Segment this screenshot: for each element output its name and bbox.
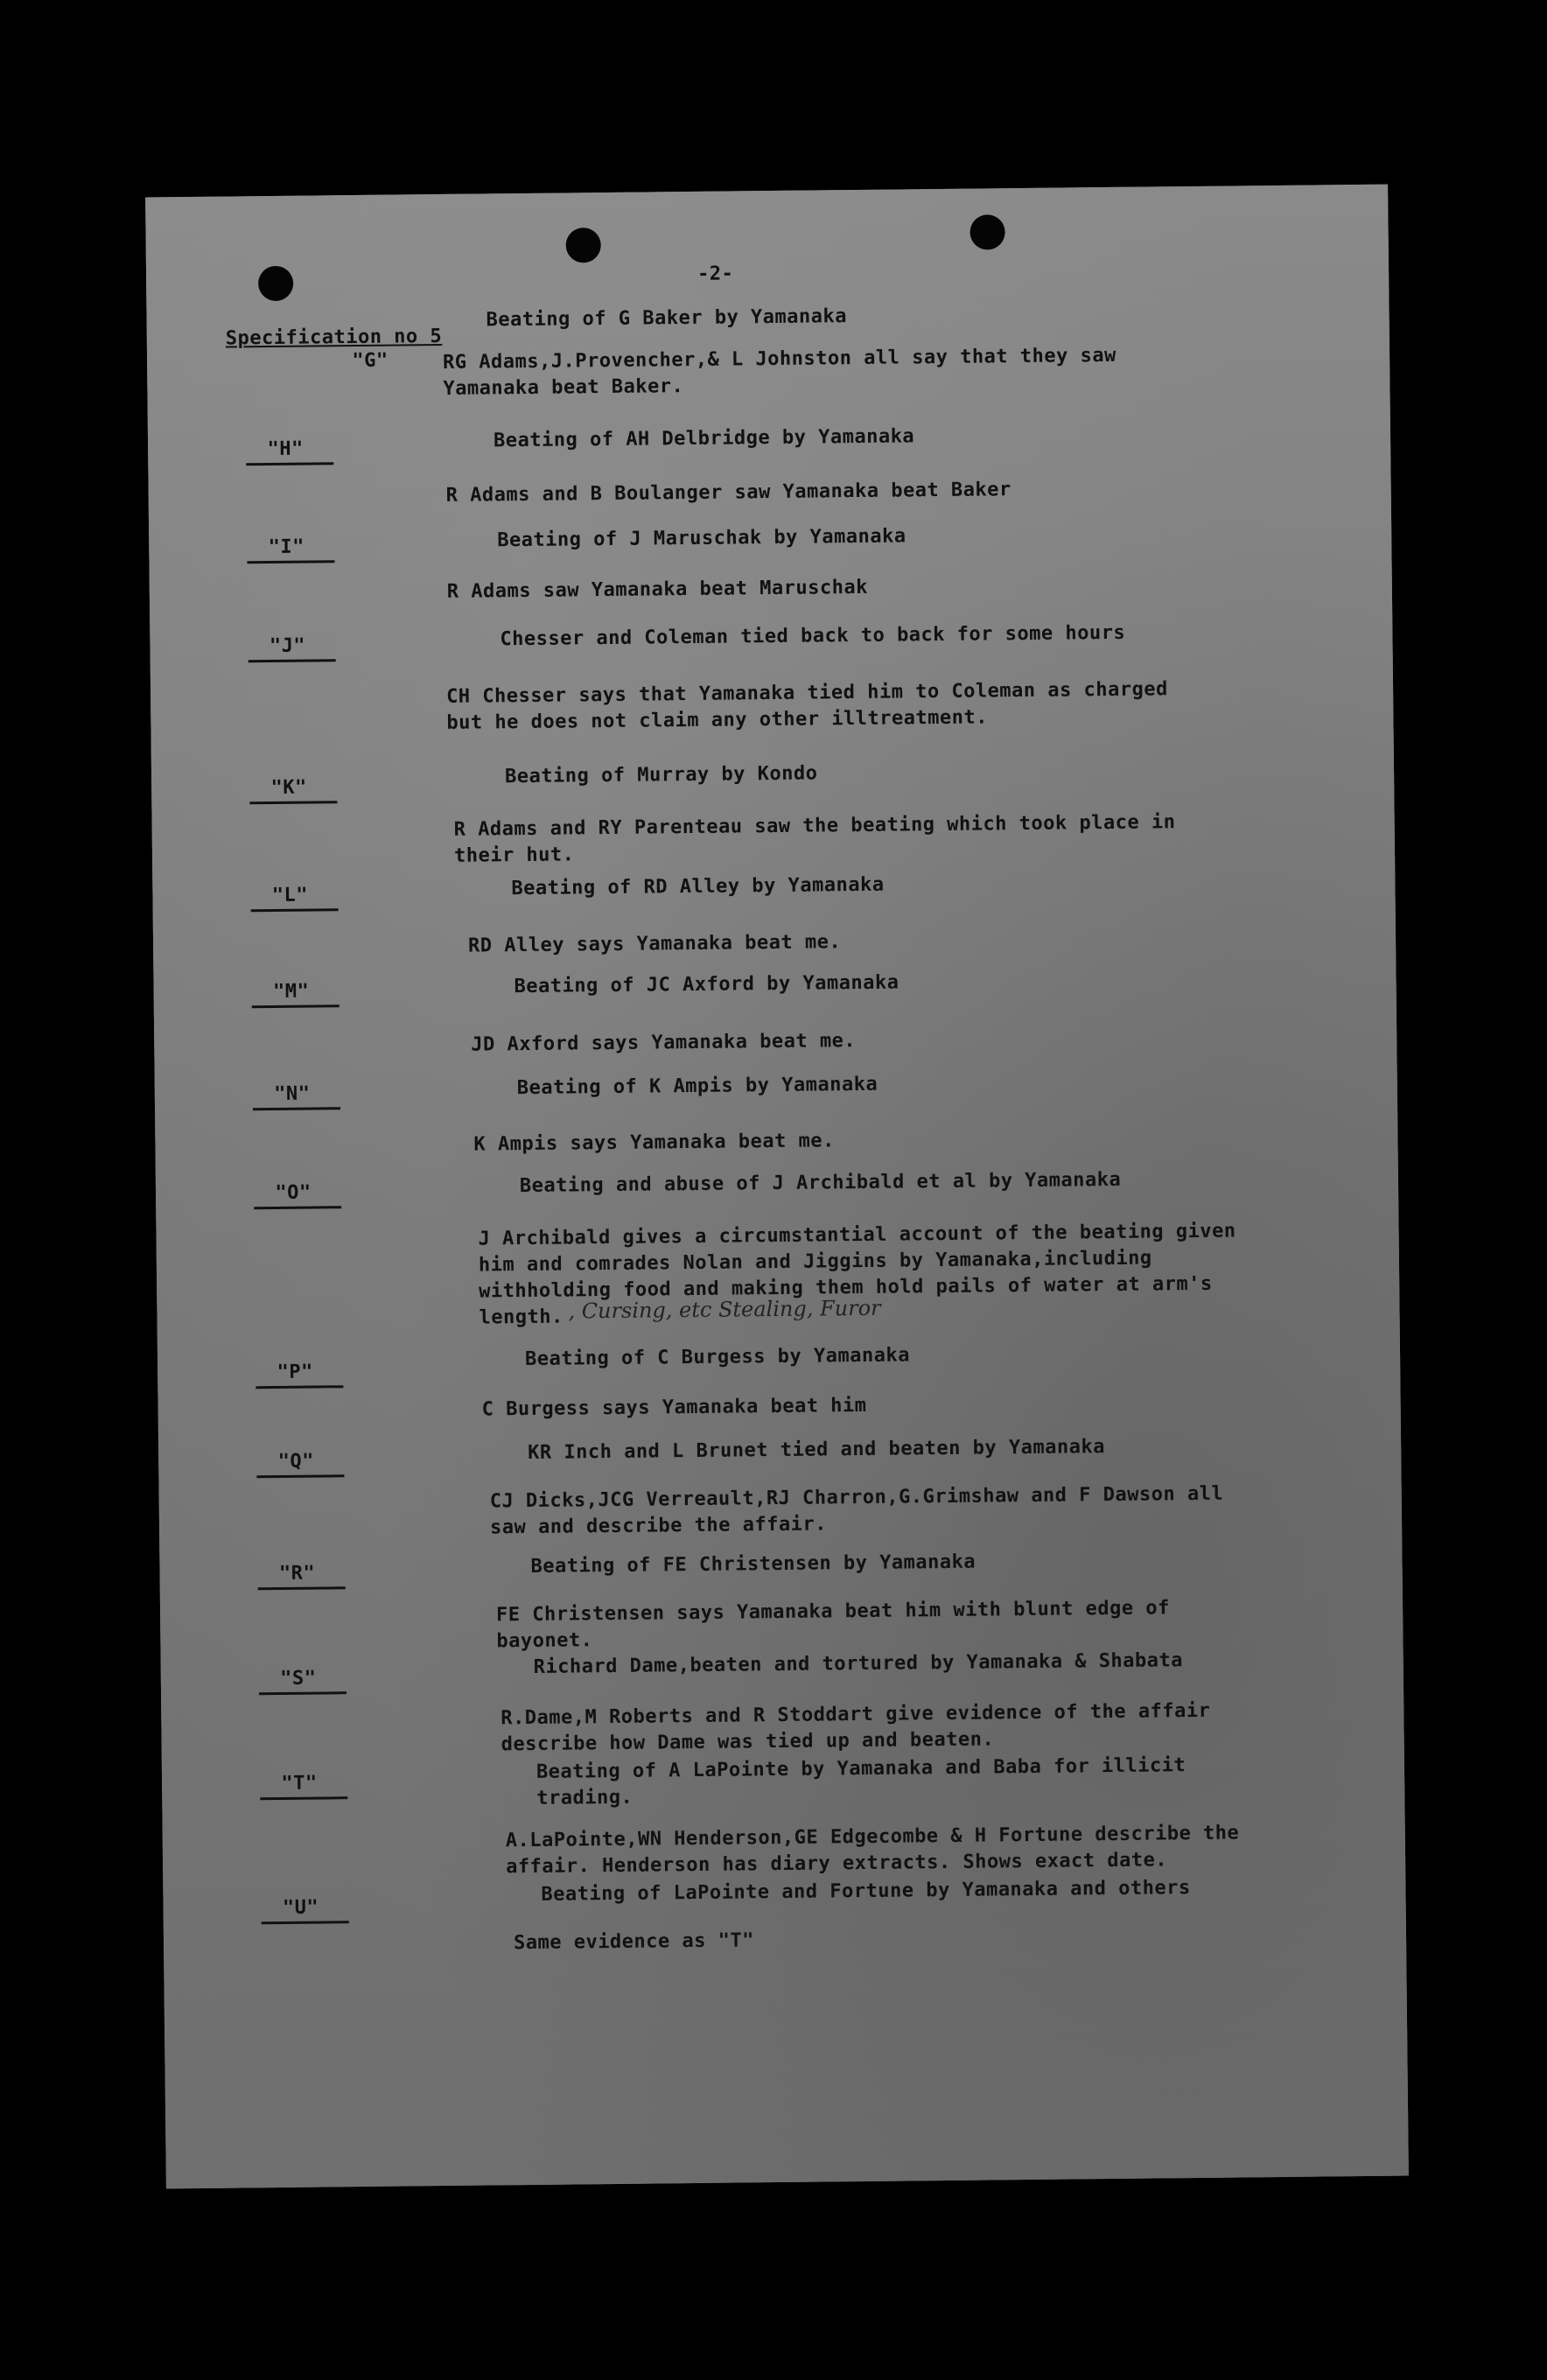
entry-label: "M" [272,980,310,1004]
entry-body: RD Alley says Yamanaka beat me. [467,931,842,957]
entry-label: "P" [276,1361,313,1383]
entry-label: "T" [281,1772,318,1795]
entry-title: Beating of LaPointe and Fortune by Yamanaka and others [541,1877,1191,1906]
label-rule [248,659,336,662]
entry-title: Beating of RD Alley by Yamanaka [511,873,885,900]
entry-title: Beating of G Baker by Yamanaka [486,305,848,332]
label-rule [260,1796,347,1800]
entry-label: "J" [269,634,306,658]
label-rule [253,1107,340,1110]
entry-label: "O" [275,1181,312,1205]
entry-label: "K" [270,776,307,800]
entry-title: Beating and abuse of J Archibald et al by Yamanaka [519,1168,1122,1198]
label-rule [246,462,333,466]
entry-title: Beating of AH Delbridge by Yamanaka [493,425,915,452]
entry-body: CJ Dicks,JCG Verreault,RJ Charron,G.Grimshaw and F Dawson all saw and describe the affair. [489,1482,1224,1539]
entry-body: JD Axford says Yamanaka beat me. [471,1030,857,1056]
handwritten-annotation: , Cursing, etc Stealing, Furor [568,1295,881,1324]
label-rule [252,1004,340,1008]
entry-title: Beating of A LaPointe by Yamanaka and Baba for illicit trading. [536,1754,1186,1810]
entry-body: FE Christensen says Yamanaka beat him with blunt edge of bayonet. [495,1597,1170,1653]
entry-label: "I" [268,536,305,559]
punch-hole-left [258,266,293,301]
entry-body: R Adams and RY Parenteau saw the beating which took place in their hut. [453,811,1176,867]
entry-title: Beating of FE Christensen by Yamanaka [530,1550,976,1578]
label-rule [256,1474,344,1478]
entry-label: "S" [280,1667,317,1690]
page-number: -2- [696,262,734,285]
entry-title: Beating of K Ampis by Yamanaka [516,1073,878,1100]
entry-body: RG Adams,J.Provencher,& L Johnston all say that they saw Yamanaka beat Baker. [442,344,1116,400]
specification-heading: Specification no 5 [225,325,443,350]
entry-label: "H" [267,438,304,461]
label-rule [254,1206,341,1209]
label-rule [247,560,334,564]
entry-body: R.Dame,M Roberts and R Stoddart give evidence of the affair describe how Dame was tied up and beaten. [500,1699,1211,1756]
entry-label: "Q" [277,1450,315,1473]
punch-hole-right [970,214,1004,249]
label-rule [259,1691,346,1695]
entry-title: Richard Dame,beaten and tortured by Yamanaka & Shabata [533,1649,1184,1678]
entry-label: "R" [278,1562,316,1585]
entry-body: R Adams and B Boulanger saw Yamanaka beat Baker [445,479,1012,507]
document-page [145,185,1409,2189]
entry-label: "N" [274,1082,311,1106]
entry-title: KR Inch and L Brunet tied and beaten by Yamanaka [528,1436,1106,1464]
label-rule [251,908,339,912]
entry-title: Beating of Murray by Kondo [504,762,818,788]
label-rule [262,1921,349,1924]
entry-body: R Adams saw Yamanaka beat Maruschak [446,576,869,603]
label-rule [249,801,337,804]
entry-label: "U" [282,1896,319,1919]
entry-body: A.LaPointe,WN Henderson,GE Edgecombe & H Fortune describe the affair. Henderson has diary extracts. Shows exact date. [505,1822,1240,1879]
label-rule [256,1385,343,1389]
entry-title: Chesser and Coleman tied back to back for some hours [500,621,1126,651]
entry-body: CH Chesser says that Yamanaka tied him to Coleman as charged but he does not claim any other illtreatment. [445,678,1168,734]
entry-body: Same evidence as "T" [513,1929,755,1955]
entry-body: C Burgess says Yamanaka beat him [481,1394,867,1421]
entry-title: Beating of J Maruschak by Yamanaka [497,525,906,552]
entry-label: "L" [271,884,309,907]
entry-title: Beating of JC Axford by Yamanaka [514,971,900,998]
entry-label: "G" [352,349,388,373]
label-rule [258,1586,346,1590]
entry-body: J Archibald gives a circumstantial account of the beating given him and comrades Nolan and Jiggins by Yamanaka,including withholding food and making them hold pails of water at arm's length. [478,1220,1236,1329]
entry-body: K Ampis says Yamanaka beat me. [473,1130,835,1156]
punch-hole-middle [566,228,601,262]
entry-title: Beating of C Burgess by Yamanaka [524,1344,911,1371]
